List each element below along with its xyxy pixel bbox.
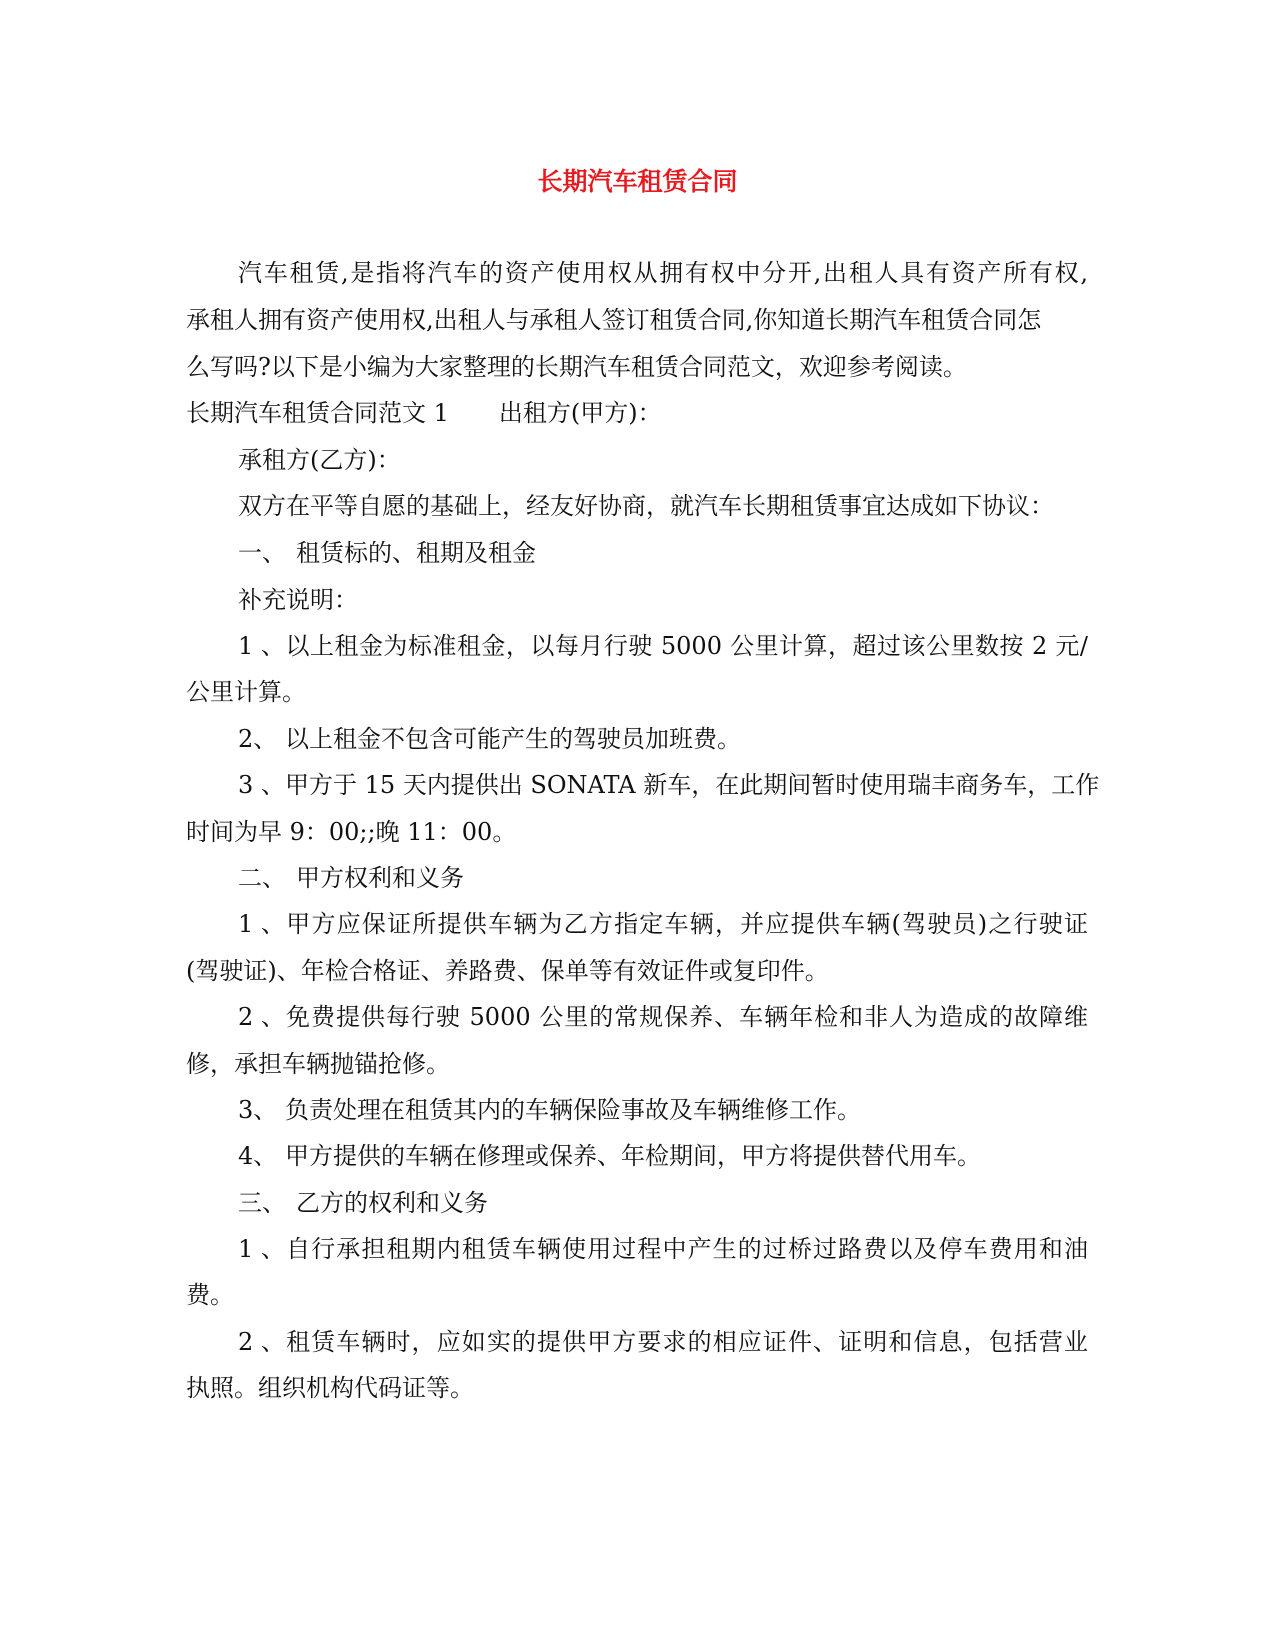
item-number: 2、	[238, 1003, 285, 1031]
item-text: 以上租金不包含可能产生的驾驶员加班费。	[285, 725, 741, 753]
s1-item-3-cont: 时间为早 9：00;;晚 11：00。	[186, 818, 517, 846]
s2-item-4	[238, 1140, 981, 1172]
s3-item-2	[238, 1326, 1088, 1358]
s1-item-2	[238, 723, 741, 755]
item-text: 甲方应保证所提供车辆为乙方指定车辆，并应提供车辆(驾驶员)之行驶证	[285, 910, 1088, 938]
item-number: 3、	[238, 1096, 278, 1124]
intro-line-3: 么写吗?以下是小编为大家整理的长期汽车租赁合同范文，欢迎参考阅读。	[186, 353, 967, 381]
sample-heading: 长期汽车租赁合同范文 1	[186, 399, 449, 427]
s3-item-1	[238, 1233, 1088, 1265]
intro-line-2: 承租人拥有资产使用权,出租人与承租人签订租赁合同,你知道长期汽车租赁合同怎	[186, 306, 1042, 334]
item-number: 1、	[238, 910, 285, 938]
s1-item-1	[238, 630, 1088, 662]
s2-item-1-cont: (驾驶证)、年检合格证、养路费、保单等有效证件或复印件。	[186, 957, 829, 985]
section-2-title: 甲方权利和义务	[296, 864, 464, 892]
s1-item-1-cont: 公里计算。	[186, 678, 306, 706]
item-number: 4、	[238, 1142, 278, 1170]
supplement-label: 补充说明：	[238, 586, 358, 614]
lessor-label: 出租方(甲方)：	[498, 399, 662, 427]
intro-line-1: 汽车租赁,是指将汽车的资产使用权从拥有权中分开,出租人具有资产所有权,	[238, 259, 1088, 287]
section-3-title: 乙方的权利和义务	[296, 1189, 488, 1217]
section-1-title: 租赁标的、租期及租金	[296, 539, 536, 567]
item-text: 免费提供每行驶 5000 公里的常规保养、车辆年检和非人为造成的故障维	[285, 1003, 1088, 1031]
item-number: 3、	[238, 771, 285, 799]
section-3-number: 三、	[238, 1189, 286, 1217]
section-1-number: 一、	[238, 539, 286, 567]
section-2-heading	[238, 862, 464, 894]
s2-item-2-cont: 修，承担车辆抛锚抢修。	[186, 1050, 450, 1078]
item-number: 2、	[238, 725, 278, 753]
item-number: 2、	[238, 1328, 285, 1356]
lessee-label: 承租方(乙方)：	[238, 446, 401, 474]
item-number: 1、	[238, 632, 285, 660]
item-text: 甲方于 15 天内提供出 SONATA 新车，在此期间暂时使用瑞丰商务车，工作	[285, 771, 1100, 799]
item-text: 以上租金为标准租金，以每月行驶 5000 公里计算，超过该公里数按 2 元/	[285, 632, 1088, 660]
s3-item-1-cont: 费。	[186, 1281, 234, 1309]
document-title: 长期汽车租赁合同	[537, 167, 738, 196]
section-1-heading	[238, 537, 536, 569]
s3-item-2-cont: 执照。组织机构代码证等。	[186, 1374, 474, 1402]
item-text: 甲方提供的车辆在修理或保养、年检期间，甲方将提供替代用车。	[285, 1142, 981, 1170]
s2-item-2	[238, 1001, 1088, 1033]
agreement-statement: 双方在平等自愿的基础上，经友好协商，就汽车长期租赁事宜达成如下协议：	[238, 492, 1054, 520]
sample-heading-row	[186, 397, 662, 429]
item-text: 自行承担租期内租赁车辆使用过程中产生的过桥过路费以及停车费用和油	[285, 1235, 1088, 1263]
section-3-heading	[238, 1187, 488, 1219]
section-2-number: 二、	[238, 864, 286, 892]
item-text: 负责处理在租赁其内的车辆保险事故及车辆维修工作。	[285, 1096, 861, 1124]
item-number: 1、	[238, 1235, 285, 1263]
s2-item-1	[238, 908, 1088, 940]
s2-item-3	[238, 1094, 861, 1126]
s1-item-3	[238, 769, 1100, 801]
item-text: 租赁车辆时，应如实的提供甲方要求的相应证件、证明和信息，包括营业	[285, 1328, 1088, 1356]
